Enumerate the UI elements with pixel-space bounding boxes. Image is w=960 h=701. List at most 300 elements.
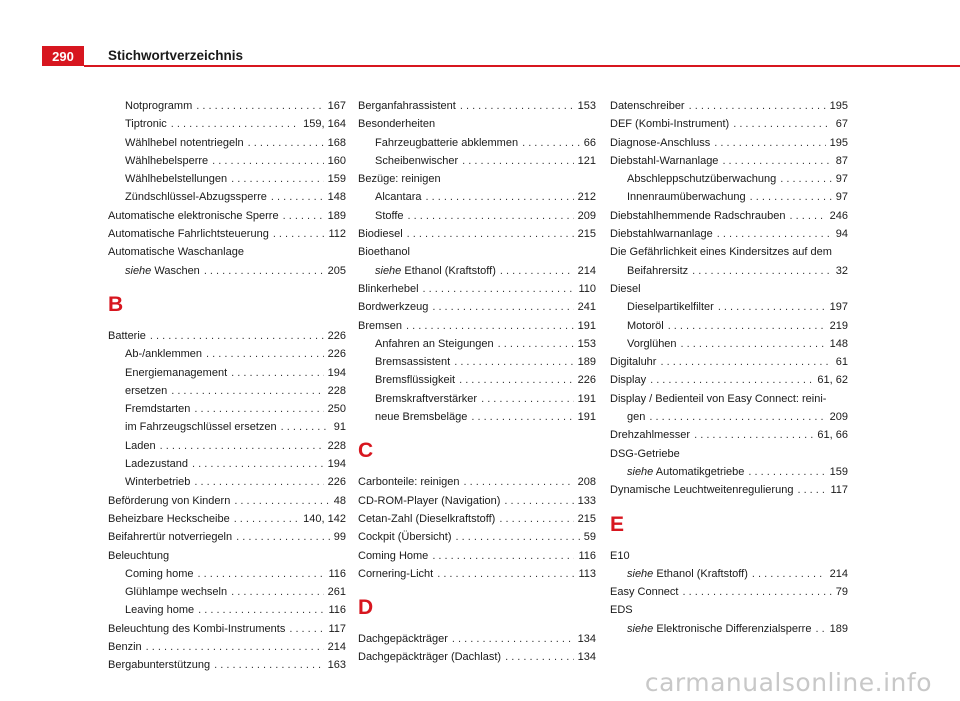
see-reference: siehe: [627, 567, 654, 580]
entry-page: 61, 62: [817, 374, 848, 387]
entry-page: 189: [577, 356, 596, 369]
entry-page: 140, 142: [303, 512, 346, 525]
entry-page: 226: [577, 374, 596, 387]
entry-term: Automatische elektronische Sperre: [108, 209, 279, 222]
entry-page: 97: [835, 173, 848, 186]
entry-term: Benzin: [108, 641, 142, 654]
leader-dots: [464, 473, 574, 491]
entry-term: Stoffe: [375, 209, 404, 222]
entry-page: 205: [327, 264, 346, 277]
leader-dots: [273, 225, 325, 243]
index-subentry: [610, 317, 848, 335]
entry-term: Dieselpartikelfilter: [627, 301, 714, 314]
entry-page: 97: [835, 191, 848, 204]
entry-term: gen: [627, 411, 646, 424]
entry-page: 79: [835, 586, 848, 599]
entry-term: Diebstahlhemmende Radschrauben: [610, 209, 786, 222]
entry-term: Bordwerkzeug: [358, 301, 429, 314]
entry-page: 32: [835, 264, 848, 277]
index-subentry: [108, 565, 346, 583]
entry-term: ersetzen: [125, 384, 168, 397]
index-heading: Bezüge: reinigen: [358, 173, 441, 186]
entry-term: Laden: [125, 439, 156, 452]
leader-dots: [456, 528, 580, 546]
index-entry: [358, 280, 596, 298]
entry-page: 110: [578, 282, 596, 295]
leader-dots: [692, 262, 832, 280]
leader-dots: [660, 353, 831, 371]
entry-page: 153: [577, 337, 596, 350]
index-entry: [108, 492, 346, 510]
leader-dots: [206, 345, 324, 363]
leader-dots: [146, 638, 324, 656]
index-entry: [358, 510, 596, 528]
entry-term: Beförderung von Kindern: [108, 494, 231, 507]
leader-dots: [171, 115, 299, 133]
entry-term: Glühlampe wechseln: [125, 586, 228, 599]
leader-dots: [718, 298, 826, 316]
watermark: carmanualsonline.info: [644, 668, 932, 697]
entry-term: Scheibenwischer: [375, 154, 459, 167]
index-entry: [108, 327, 346, 345]
entry-term: Winterbetrieb: [125, 476, 191, 489]
entry-page: 153: [577, 100, 596, 112]
entry-term: Digitaluhr: [610, 356, 657, 369]
index-subentry: [358, 390, 596, 408]
section-letter: C: [358, 439, 374, 463]
page-title: Stichwortverzeichnis: [108, 48, 244, 63]
entry-page: 61: [835, 356, 848, 369]
leader-dots: [231, 583, 324, 601]
entry-term: im Fahrzeugschlüssel ersetzen: [125, 421, 277, 434]
leader-dots: [236, 528, 330, 546]
entry-page: 134: [577, 633, 596, 646]
entry-term: Waschen: [154, 264, 200, 277]
index-subentry: [610, 565, 848, 583]
index-subentry: [610, 188, 848, 206]
leader-dots: [752, 565, 826, 583]
entry-page: 148: [829, 337, 848, 350]
index-subentry: [108, 97, 346, 115]
entry-page: 191: [577, 392, 596, 405]
leader-dots: [150, 327, 324, 345]
entry-term: Innenraumüberwachung: [627, 191, 746, 204]
index-column-1: [108, 97, 346, 675]
entry-term: Bremsflüssigkeit: [375, 374, 456, 387]
entry-term: Fremdstarten: [125, 403, 191, 416]
entry-page: 197: [829, 301, 848, 314]
entry-term: Cornering-Licht: [358, 567, 434, 580]
index-entry: [358, 630, 596, 648]
index-subentry: [358, 134, 596, 152]
leader-dots: [452, 630, 574, 648]
entry-page: 261: [327, 586, 346, 599]
entry-page: 66: [583, 136, 596, 149]
index-entry: [610, 152, 848, 170]
leader-dots: [733, 115, 832, 133]
leader-dots: [197, 565, 324, 583]
index-entry: [610, 481, 848, 499]
entry-term: Beifahrersitz: [627, 264, 689, 277]
entry-page: 159, 164: [303, 118, 346, 131]
leader-dots: [454, 353, 573, 371]
index-subentry: [358, 188, 596, 206]
entry-term: Bremsen: [358, 319, 403, 332]
index-subentry: [108, 345, 346, 363]
index-entry: [610, 371, 848, 389]
entry-page: 116: [578, 549, 596, 562]
entry-term: Ethanol (Kraftstoff): [404, 264, 496, 277]
leader-dots: [681, 335, 826, 353]
entry-term: Vorglühen: [627, 337, 677, 350]
index-subentry: [610, 298, 848, 316]
leader-dots: [717, 225, 832, 243]
entry-term: Cockpit (Übersicht): [358, 531, 452, 544]
index-entry: [108, 528, 346, 546]
entry-page: 228: [327, 384, 346, 397]
index-subentry: [610, 335, 848, 353]
leader-dots: [682, 583, 831, 601]
index-subentry: [358, 152, 596, 170]
index-subentry: [108, 188, 346, 206]
index-subentry: [358, 207, 596, 225]
entry-term: Motoröl: [627, 319, 664, 332]
index-subentry: [358, 335, 596, 353]
entry-page: 195: [829, 100, 848, 112]
leader-dots: [160, 437, 324, 455]
leader-dots: [196, 97, 323, 115]
entry-term: Batterie: [108, 329, 146, 342]
entry-page: 133: [577, 494, 596, 507]
index-subentry: [108, 418, 346, 436]
leader-dots: [432, 298, 573, 316]
index-entry-line: Display / Bedienteil von Easy Connect: reini-: [610, 392, 827, 405]
entry-term: Leaving home: [125, 604, 195, 617]
index-subentry: [108, 262, 346, 280]
see-reference: siehe: [627, 465, 654, 478]
leader-dots: [714, 134, 825, 152]
see-reference: siehe: [627, 622, 654, 635]
entry-term: DEF (Kombi-Instrument): [610, 118, 730, 131]
index-column-3: [610, 97, 848, 638]
section-letter: D: [358, 596, 374, 620]
index-entry: [610, 134, 848, 152]
entry-term: Cetan-Zahl (Dieselkraftstoff): [358, 512, 496, 525]
entry-term: Notprogramm: [125, 100, 193, 112]
entry-page: 191: [577, 319, 596, 332]
entry-term: Diebstahlwarnanlage: [610, 228, 713, 241]
index-heading: E10: [610, 549, 630, 562]
index-entry: [610, 207, 848, 225]
entry-page: 59: [583, 531, 596, 544]
entry-term: Diagnose-Anschluss: [610, 136, 711, 149]
leader-dots: [500, 262, 574, 280]
index-entry: [610, 97, 848, 115]
index-heading: DSG-Getriebe: [610, 447, 680, 460]
entry-page: 167: [327, 100, 346, 112]
entry-term: Display: [610, 374, 647, 387]
index-subentry: [108, 437, 346, 455]
entry-page: 117: [328, 622, 346, 635]
leader-dots: [271, 188, 324, 206]
entry-page: 67: [835, 118, 848, 131]
entry-term: Beleuchtung des Kombi-Instruments: [108, 622, 286, 635]
entry-term: Bremsassistent: [375, 356, 451, 369]
leader-dots: [790, 207, 826, 225]
index-subentry: [108, 152, 346, 170]
entry-page: 228: [327, 439, 346, 452]
index-heading: Besonderheiten: [358, 118, 436, 131]
leader-dots: [815, 620, 825, 638]
entry-page: 195: [829, 136, 848, 149]
leader-dots: [750, 188, 832, 206]
entry-page: 214: [829, 567, 848, 580]
index-subentry: [108, 455, 346, 473]
index-subentry: [108, 382, 346, 400]
entry-page: 116: [328, 604, 346, 617]
index-entry: [108, 656, 346, 674]
index-subentry: [358, 408, 596, 426]
entry-page: 159: [829, 465, 848, 478]
leader-dots: [231, 364, 324, 382]
leader-dots: [231, 170, 324, 188]
index-subentry: [108, 400, 346, 418]
index-subentry: [108, 134, 346, 152]
leader-dots: [198, 601, 324, 619]
leader-dots: [780, 170, 832, 188]
entry-page: 226: [327, 476, 346, 489]
entry-page: 191: [577, 411, 596, 424]
entry-term: CD-ROM-Player (Navigation): [358, 494, 501, 507]
index-subentry: [358, 353, 596, 371]
entry-term: Easy Connect: [610, 586, 679, 599]
entry-page: 91: [333, 421, 346, 434]
entry-page: 214: [327, 641, 346, 654]
leader-dots: [248, 134, 324, 152]
entry-term: Fahrzeugbatterie abklemmen: [375, 136, 519, 149]
index-entry: [358, 565, 596, 583]
section-letter: B: [108, 292, 124, 316]
entry-term: Berganfahrassistent: [358, 100, 456, 112]
leader-dots: [212, 152, 323, 170]
entry-page: 208: [577, 476, 596, 489]
index-entry: [358, 298, 596, 316]
leader-dots: [650, 371, 813, 389]
entry-page: 87: [835, 154, 848, 167]
entry-term: Bremskraftverstärker: [375, 392, 478, 405]
index-entry: [610, 262, 848, 280]
entry-page: 214: [577, 264, 596, 277]
entry-term: Datenschreiber: [610, 100, 685, 112]
entry-term: Coming home: [125, 567, 194, 580]
entry-page: 117: [830, 484, 848, 497]
entry-page: 241: [577, 301, 596, 314]
index-entry: [108, 510, 346, 528]
entry-term: Abschleppschutzüberwachung: [627, 173, 777, 186]
index-subentry: [108, 601, 346, 619]
entry-page: 48: [333, 494, 346, 507]
leader-dots: [192, 455, 324, 473]
entry-term: Ab-/anklemmen: [125, 348, 203, 361]
index-subentry: [358, 262, 596, 280]
index-heading: Diesel: [610, 282, 641, 295]
entry-page: 250: [327, 403, 346, 416]
entry-term: Wählhebelsperre: [125, 154, 209, 167]
entry-page: 113: [578, 567, 596, 580]
entry-term: Elektronische Differenzialsperre: [656, 622, 812, 635]
section-letter: E: [610, 512, 625, 536]
entry-page: 215: [577, 512, 596, 525]
index-entry: [108, 207, 346, 225]
leader-dots: [462, 152, 573, 170]
entry-page: 219: [829, 319, 848, 332]
leader-dots: [281, 418, 330, 436]
entry-page: 209: [829, 411, 848, 424]
entry-term: Drehzahlmesser: [610, 429, 691, 442]
leader-dots: [406, 317, 574, 335]
index-entry: [358, 97, 596, 115]
entry-page: 194: [327, 458, 346, 471]
index-heading: Bioethanol: [358, 246, 410, 259]
entry-page: 148: [327, 191, 346, 204]
leader-dots: [407, 225, 574, 243]
index-subentry: [108, 115, 346, 133]
index-entry: [610, 353, 848, 371]
entry-page: 159: [327, 173, 346, 186]
index-entry: [358, 225, 596, 243]
leader-dots: [423, 280, 575, 298]
index-entry: [358, 528, 596, 546]
index-entry: [358, 317, 596, 335]
index-entry: [108, 225, 346, 243]
entry-term: Wählhebelstellungen: [125, 173, 228, 186]
leader-dots: [481, 390, 574, 408]
index-subentry: [108, 473, 346, 491]
index-heading: Automatische Waschanlage: [108, 246, 244, 259]
index-subentry: [108, 583, 346, 601]
leader-dots: [505, 648, 574, 666]
leader-dots: [722, 152, 831, 170]
entry-page: 94: [835, 228, 848, 241]
entry-term: neue Bremsbeläge: [375, 411, 468, 424]
entry-term: Alcantara: [375, 191, 422, 204]
entry-page: 212: [577, 191, 596, 204]
entry-page: 121: [577, 154, 596, 167]
entry-page: 99: [333, 531, 346, 544]
entry-term: Automatikgetriebe: [655, 465, 745, 478]
entry-term: Dachgepäckträger (Dachlast): [358, 651, 502, 664]
entry-term: Biodiesel: [358, 228, 403, 241]
entry-term: Ladezustand: [125, 458, 188, 471]
entry-term: Beifahrertür notverriegeln: [108, 531, 233, 544]
entry-term: Carbonteile: reinigen: [358, 476, 460, 489]
entry-page: 61, 66: [817, 429, 848, 442]
entry-term: Dynamische Leuchtweitenregulierung: [610, 484, 794, 497]
entry-page: 209: [577, 209, 596, 222]
leader-dots: [289, 620, 324, 638]
index-heading: EDS: [610, 604, 633, 617]
index-entry: [358, 547, 596, 565]
leader-dots: [459, 371, 574, 389]
index-subentry: [108, 170, 346, 188]
index-entry: [358, 473, 596, 491]
index-entry: [610, 426, 848, 444]
entry-page: 134: [577, 651, 596, 664]
leader-dots: [214, 656, 324, 674]
index-subentry: [108, 364, 346, 382]
entry-term: Zündschlüssel-Abzugssperre: [125, 191, 267, 204]
entry-page: 189: [829, 622, 848, 635]
header-rule: [84, 65, 960, 67]
index-entry: [610, 225, 848, 243]
index-subentry: [358, 371, 596, 389]
index-heading: Beleuchtung: [108, 549, 170, 562]
leader-dots: [499, 510, 573, 528]
leader-dots: [432, 547, 574, 565]
index-subentry: [610, 620, 848, 638]
entry-term: Wählhebel notentriegeln: [125, 136, 244, 149]
entry-term: Energiemanagement: [125, 366, 228, 379]
see-reference: siehe: [375, 264, 402, 277]
index-entry: [108, 638, 346, 656]
entry-term: Diebstahl-Warnanlage: [610, 154, 719, 167]
entry-term: Tiptronic: [125, 118, 167, 131]
leader-dots: [649, 408, 825, 426]
entry-page: 168: [327, 136, 346, 149]
entry-term: Blinkerhebel: [358, 282, 419, 295]
page-number-badge: 290: [42, 46, 84, 66]
leader-dots: [694, 426, 813, 444]
index-column-2: [358, 97, 596, 667]
entry-page: 160: [327, 154, 346, 167]
index-entry-line: Die Gefährlichkeit eines Kindersitzes auf dem: [610, 246, 832, 259]
leader-dots: [498, 335, 574, 353]
index-subentry: [610, 170, 848, 188]
leader-dots: [460, 97, 574, 115]
entry-term: Anfahren an Steigungen: [375, 337, 494, 350]
entry-page: 116: [328, 567, 346, 580]
leader-dots: [668, 317, 826, 335]
entry-page: 215: [577, 228, 596, 241]
see-reference: siehe: [125, 264, 152, 277]
entry-term: Automatische Fahrlichtsteuerung: [108, 228, 269, 241]
leader-dots: [522, 134, 580, 152]
leader-dots: [194, 400, 323, 418]
entry-term: Beheizbare Heckscheibe: [108, 512, 230, 525]
entry-page: 194: [327, 366, 346, 379]
leader-dots: [408, 207, 574, 225]
leader-dots: [797, 481, 826, 499]
entry-page: 226: [327, 348, 346, 361]
leader-dots: [748, 463, 825, 481]
index-entry: [358, 648, 596, 666]
entry-page: 226: [327, 329, 346, 342]
index-entry: [610, 115, 848, 133]
entry-term: Bergabunterstützung: [108, 659, 211, 672]
entry-page: 246: [829, 209, 848, 222]
entry-term: Ethanol (Kraftstoff): [656, 567, 748, 580]
leader-dots: [234, 510, 299, 528]
leader-dots: [425, 188, 573, 206]
index-entry: [358, 492, 596, 510]
leader-dots: [504, 492, 573, 510]
index-subentry: [610, 463, 848, 481]
leader-dots: [471, 408, 573, 426]
entry-page: 163: [327, 659, 346, 672]
index-entry: [610, 408, 848, 426]
entry-page: 189: [327, 209, 346, 222]
entry-term: Coming Home: [358, 549, 429, 562]
